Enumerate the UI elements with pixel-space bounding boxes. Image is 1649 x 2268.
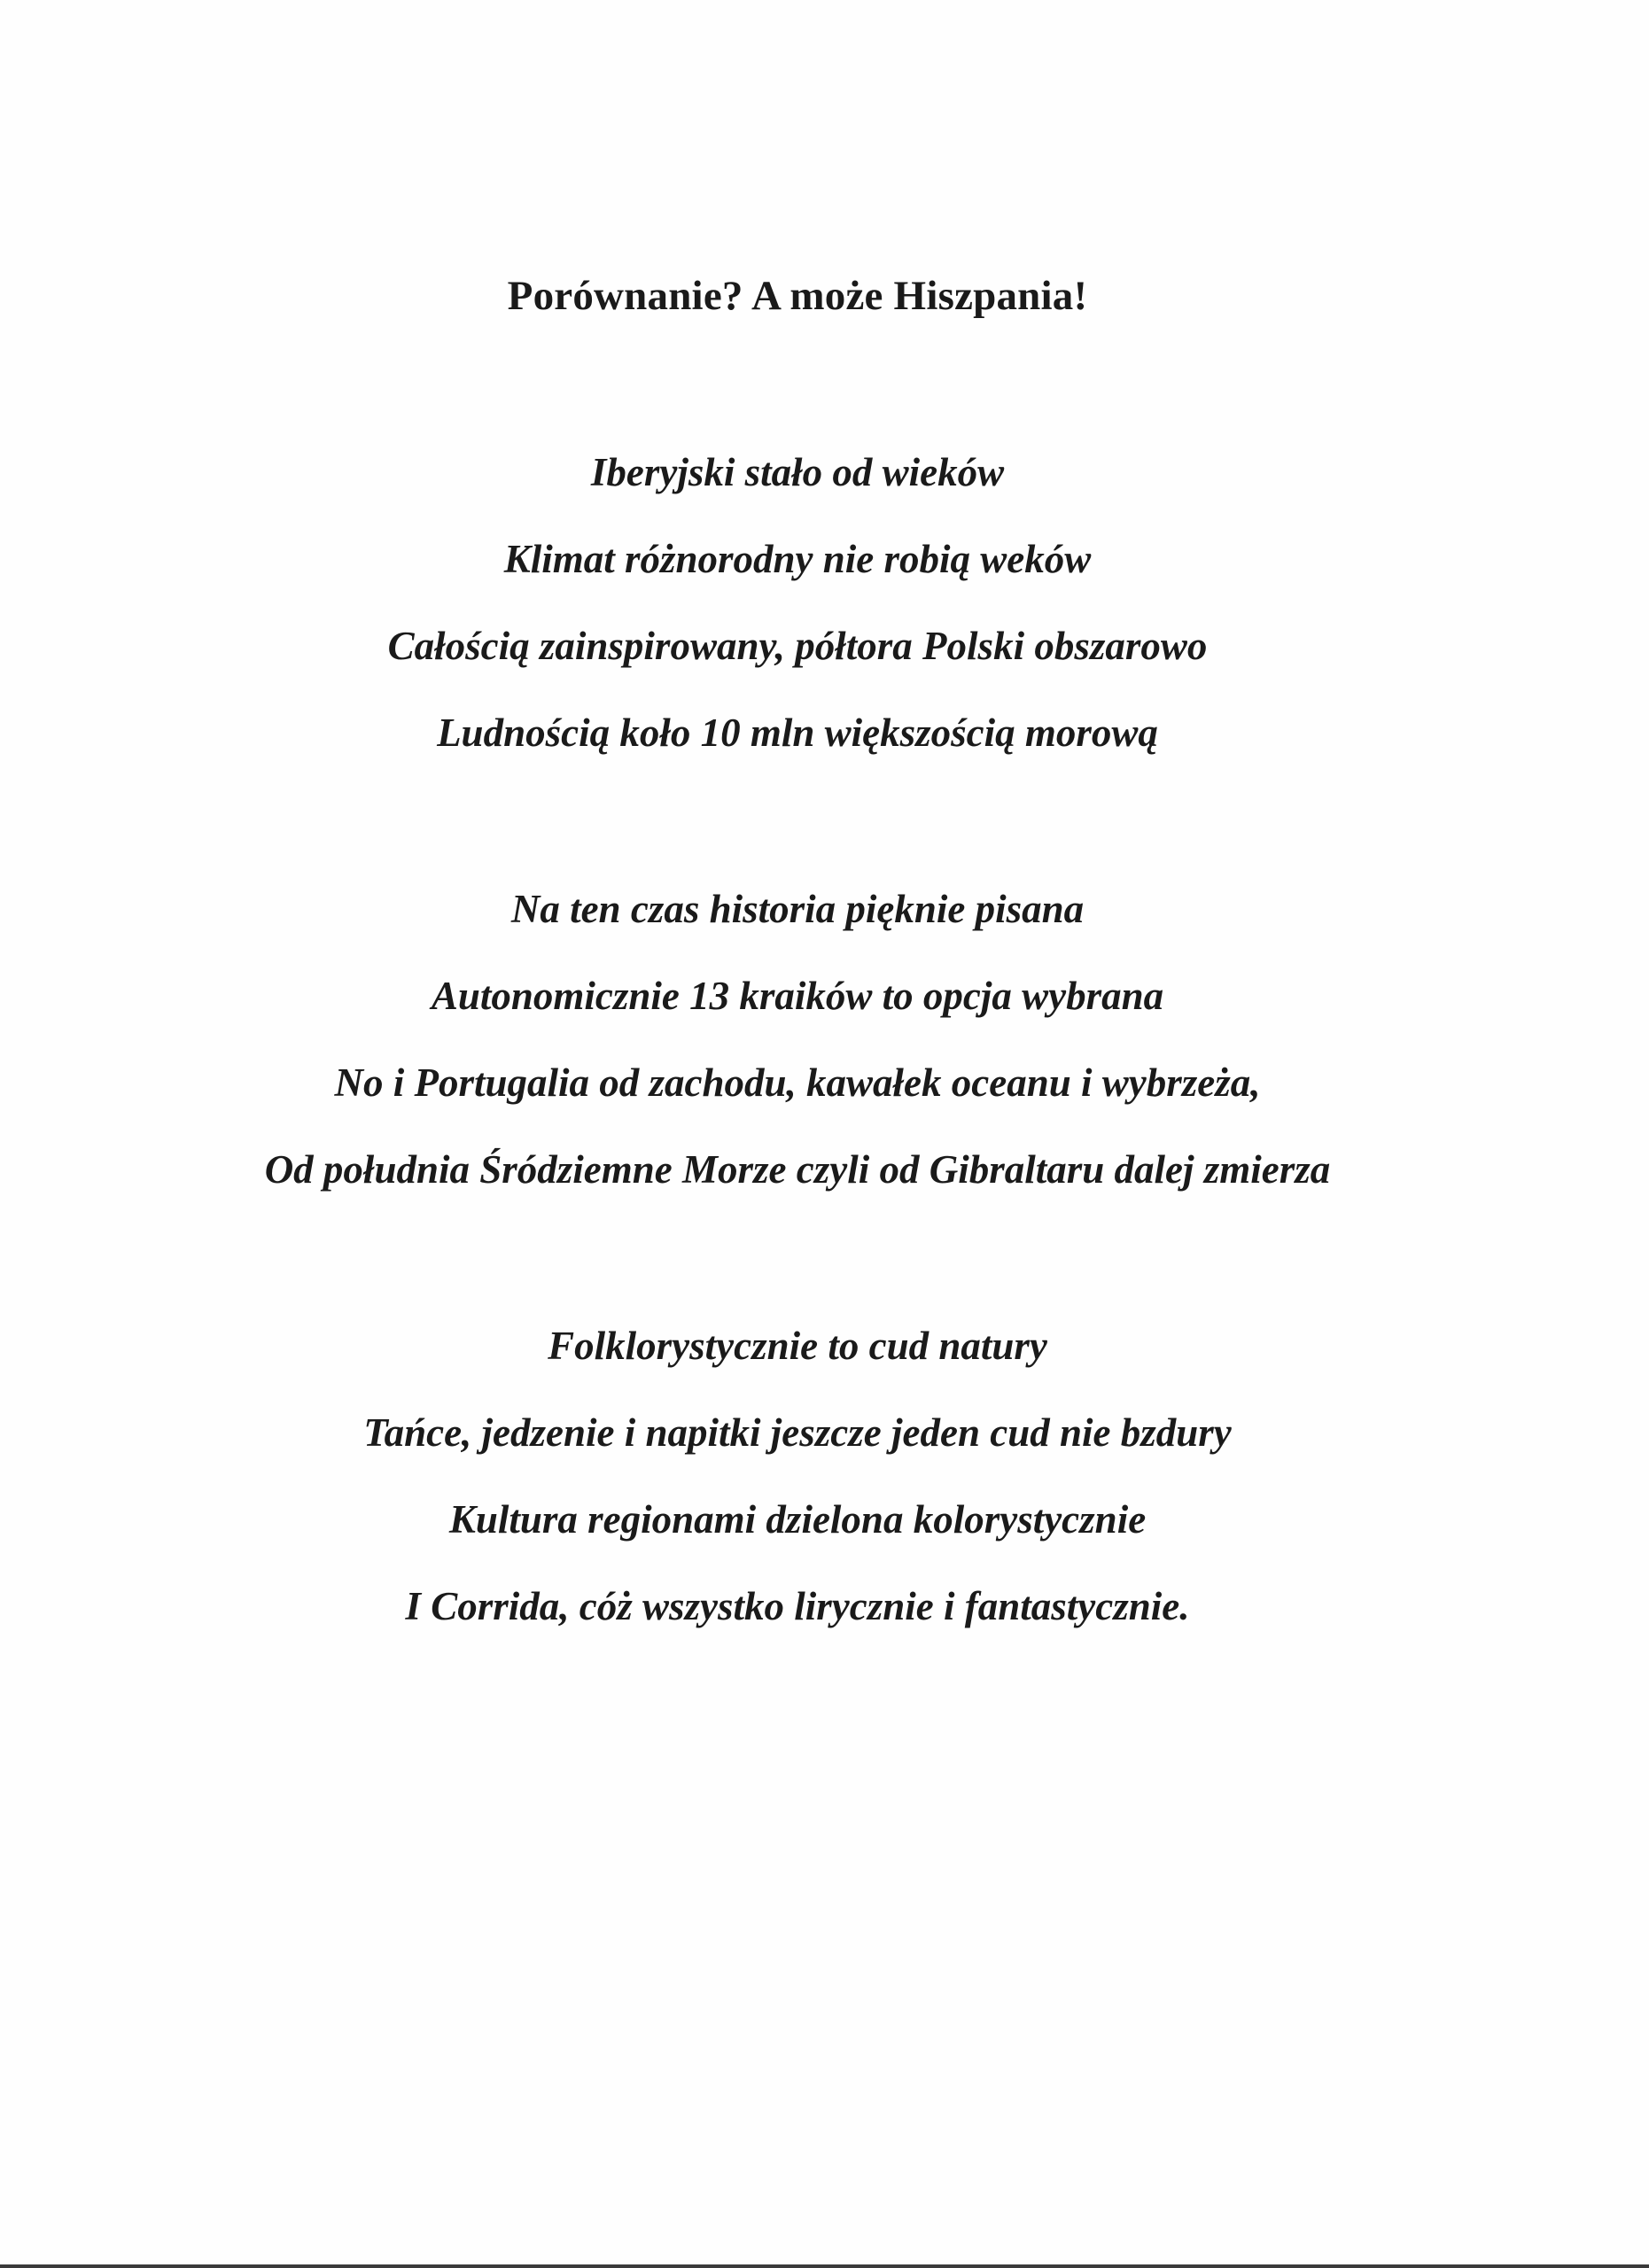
verse-line: Folklorystycznie to cud natury bbox=[548, 1324, 1047, 1368]
verse-line: Od południa Śródziemne Morze czyli od Gibraltaru dalej zmierza bbox=[264, 1147, 1331, 1192]
verse-line: Iberyjski stało od wieków bbox=[590, 450, 1005, 494]
stanza-3 bbox=[0, 1319, 1595, 1666]
verse-line: Klimat różnorodny nie robią weków bbox=[503, 537, 1092, 581]
verse-line: Tańce, jedzenie i napitki jeszcze jeden cud nie bzdury bbox=[363, 1410, 1232, 1455]
verse-line: Na ten czas historia pięknie pisana bbox=[510, 887, 1085, 931]
poem-title: Porównanie? A może Hiszpania! bbox=[507, 273, 1088, 319]
verse-line: Kultura regionami dzielona kolorystycznie bbox=[448, 1497, 1147, 1542]
verse-line: No i Portugalia od zachodu, kawałek oceanu i wybrzeża, bbox=[334, 1060, 1261, 1105]
stanza-1 bbox=[0, 446, 1595, 793]
scan-edge bbox=[0, 2264, 1649, 2268]
stanza-2 bbox=[0, 882, 1595, 1230]
verse-line: Całością zainspirowany, półtora Polski obszarowo bbox=[387, 624, 1208, 668]
verse-line: I Corrida, cóż wszystko lirycznie i fantastycznie. bbox=[405, 1584, 1190, 1628]
verse-line: Ludnością koło 10 mln większością morową bbox=[437, 711, 1158, 755]
verse-line: Autonomicznie 13 kraików to opcja wybrana bbox=[431, 974, 1164, 1018]
